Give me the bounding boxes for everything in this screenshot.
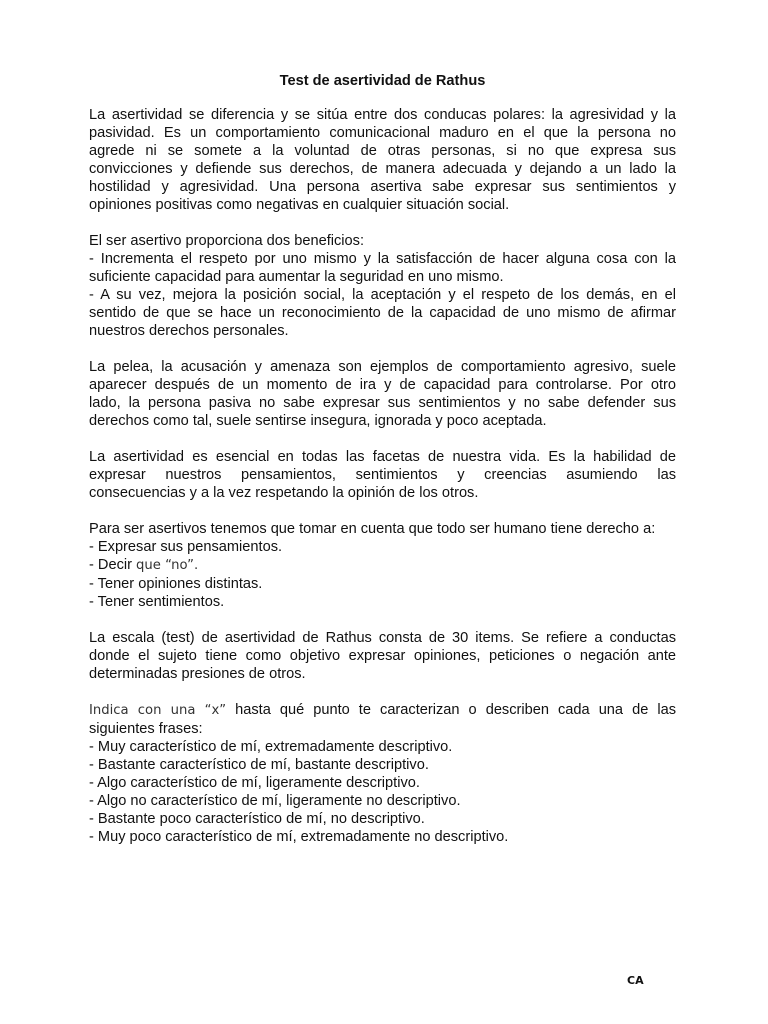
text-line: hostilidad y agresividad. Una persona asertiva sabe expresar sus sentimientos y (89, 179, 676, 195)
text-line: opiniones positivas como negativas en cualquier situación social. (89, 197, 510, 213)
text-line: derechos como tal, suele sentirse insegura, ignorada y poco aceptada. (89, 413, 547, 429)
paragraph-benefits (89, 232, 676, 340)
list-item (89, 556, 676, 575)
text-line: convicciones y defiende sus derechos, de manera adecuada y dejando a un lado la (89, 161, 676, 177)
text-line: - A su vez, mejora la posición social, la aceptación y el respeto de los demás, en el (89, 287, 676, 303)
text-line: La escala (test) de asertividad de Rathus consta de 30 items. Se refiere a conductas (89, 630, 676, 646)
text-line: La asertividad se diferencia y se sitúa entre dos conducas polares: la agresividad y la (89, 107, 676, 123)
list-item: - Tener opiniones distintas. (89, 576, 263, 592)
list-item-alt-text: que “no”. (136, 558, 199, 573)
scale-option: - Muy característico de mí, extremadamente descriptivo. (89, 739, 453, 755)
list-item-prefix: - Decir (89, 557, 137, 573)
scale-option: - Algo no característico de mí, ligeramente no descriptivo. (89, 793, 461, 809)
text-line: expresar nuestros pensamientos, sentimientos y creencias asumiendo las (89, 467, 676, 483)
scale-option: - Bastante poco característico de mí, no descriptivo. (89, 811, 425, 827)
document-title: Test de asertividad de Rathus (279, 73, 486, 89)
paragraph-definition (89, 106, 676, 214)
list-item: - Tener sentimientos. (89, 594, 225, 610)
footer-initials: CA (627, 974, 644, 987)
rights-list (89, 520, 676, 611)
text-line: La pelea, la acusación y amenaza son ejemplos de comportamiento agresivo, suele (89, 359, 676, 375)
instructions-line: siguientes frases: (89, 721, 203, 737)
paragraph-scale (89, 629, 676, 683)
text-line: La asertividad es esencial en todas las facetas de nuestra vida. Es la habilidad de (89, 449, 676, 465)
text-line: El ser asertivo proporciona dos beneficios: (89, 233, 364, 249)
text-line: - Incrementa el respeto por uno mismo y la satisfacción de hacer alguna cosa con la (89, 251, 676, 267)
instructions-list (89, 701, 676, 846)
paragraph-essential (89, 448, 676, 502)
text-line: suficiente capacidad para aumentar la seguridad en uno mismo. (89, 269, 504, 285)
instructions-rest: hasta qué punto te caracterizan o describen cada una de las (226, 702, 677, 718)
text-line: lado, la persona pasiva no sabe expresar sus sentimientos y no sabe defender sus (89, 395, 676, 411)
scale-option: - Algo característico de mí, ligeramente descriptivo. (89, 775, 420, 791)
text-line: consecuencias y a la vez respetando la opinión de los otros. (89, 485, 479, 501)
document-page (89, 72, 676, 864)
text-line: nuestros derechos personales. (89, 323, 289, 339)
text-line: determinadas presiones de otros. (89, 666, 306, 682)
text-line: agrede ni se somete a la voluntad de otras personas, si no que expresa sus (89, 143, 676, 159)
text-line: donde el sujeto tiene como objetivo expresar opiniones, peticiones o negación ante (89, 648, 676, 664)
instructions-alt-text: Indica con una “x” (89, 703, 227, 718)
list-item: - Expresar sus pensamientos. (89, 539, 283, 555)
scale-option: - Muy poco característico de mí, extremadamente no descriptivo. (89, 829, 509, 845)
text-line: aparecer después de un momento de ira y de capacidad para controlarse. Por otro (89, 377, 676, 393)
text-line: pasividad. Es un comportamiento comunicacional maduro en el que la persona no (89, 125, 676, 141)
paragraph-aggressive-passive (89, 358, 676, 430)
text-line: sentido de que se hace un reconocimiento de la capacidad de uno mismo de afirmar (89, 305, 676, 321)
scale-option: - Bastante característico de mí, bastante descriptivo. (89, 757, 429, 773)
instructions-line (89, 701, 676, 720)
list-intro: Para ser asertivos tenemos que tomar en cuenta que todo ser humano tiene derecho a: (89, 521, 656, 537)
